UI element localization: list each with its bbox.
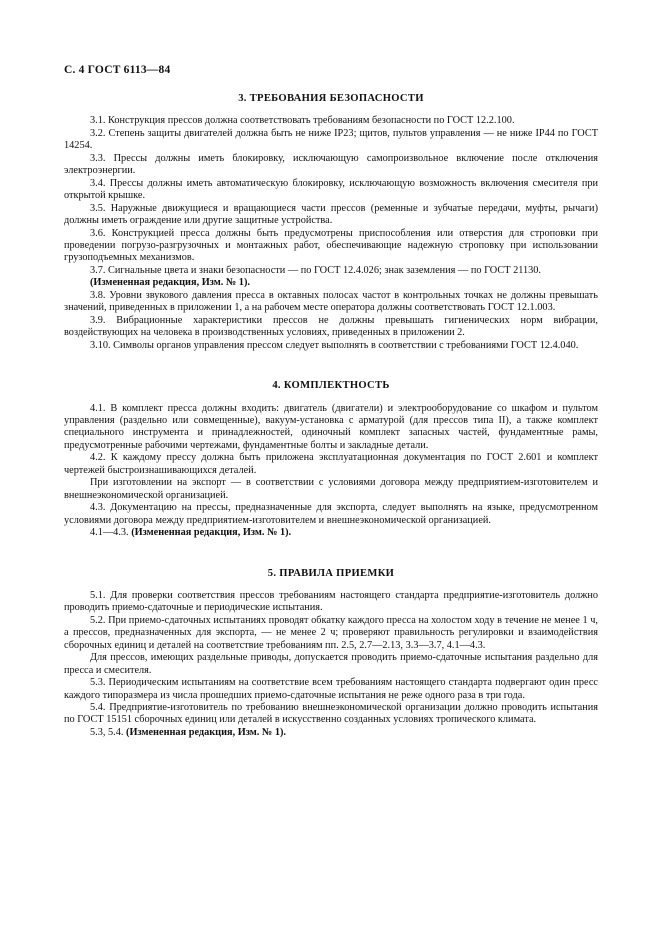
paragraph: 4.2. К каждому прессу должна быть приложена эксплуатационная документация по ГОСТ 2.601 и комплект чертежей быстроизнашивающихся деталей. — [64, 452, 598, 476]
document-body — [64, 93, 598, 739]
paragraph: 3.1. Конструкция прессов должна соответствовать требованиям безопасности по ГОСТ 12.2.100. — [90, 115, 515, 127]
section-title: 4. КОМПЛЕКТНОСТЬ — [272, 380, 390, 392]
paragraph: 3.4. Прессы должны иметь автоматическую блокировку, исключающую возможность включения смесителя при открытой крышке. — [64, 177, 598, 202]
paragraph: 5.4. Предприятие-изготовитель по требованию внешнеэкономической организации должно проводить испытания по ГОСТ 15151 сборочных единиц или деталей в искусственно созданных условиях тропического климата. — [64, 702, 598, 726]
paragraph: 3.2. Степень защиты двигателей должна быть не ниже IP23; щитов, пультов управления — не ниже IP44 по ГОСТ 14254. — [64, 127, 598, 152]
paragraph: 3.5. Наружные движущиеся и вращающиеся части прессов (ременные и зубчатые передачи, муфты, рычаги) должны иметь ограждение или другие защитные устройства. — [64, 202, 598, 227]
section-title: 3. ТРЕБОВАНИЯ БЕЗОПАСНОСТИ — [238, 93, 424, 104]
paragraph: 5.3. Периодическим испытаниям на соответствие всем требованиям настоящего стандарта подвергают один пресс каждого типоразмера из числа прошедших приемо-сдаточные испытания не реже одного раза в три года. — [64, 677, 598, 701]
paragraph: 3.8. Уровни звукового давления пресса в октавных полосах частот в контрольных точках не должны превышать значений, приведенных в приложении 1, а на рабочем месте оператора должны соответствовать ГОСТ 12.1.003. — [64, 289, 598, 314]
paragraph: 4.3. Документацию на прессы, предназначенные для экспорта, следует выполнять на языке, предусмотренном условиями договора между предприятием-изготовителем и внешнеэкономической организацией. — [64, 502, 598, 526]
amendment-note: (Измененная редакция, Изм. № 1). — [90, 277, 250, 289]
section-safety — [64, 93, 598, 352]
paragraph: 3.10. Символы органов управления прессом следует выполнять в соответствии с требованиями ГОСТ 12.4.040. — [90, 339, 579, 351]
paragraph: 4.1. В комплект пресса должны входить: двигатель (двигатели) и электрооборудование со шкафом и пультом управления (раздельно или совмещенные), вакуум-установка с арматурой (для прессов типа II), а также комплект специального инструмента и принадлежностей, одиночный комплект запасных частей, фундаментные рамы, предусмотренные рабочими чертежами, фундаментные болты и закладные детали. — [64, 402, 598, 451]
paragraph: 5.2. При приемо-сдаточных испытаниях проводят обкатку каждого пресса на холостом ходу в течение не менее 1 ч, а прессов, предназначенных для экспорта, — не менее 2 ч; проверяют правильность регулировки и взаимодействия сборочных единиц и деталей на соответствие требованиям пп. 2.5, 2.7—2.13, 3.3—3.7, 4.1—4.3. — [64, 614, 598, 651]
paragraph: 3.7. Сигнальные цвета и знаки безопасности — по ГОСТ 12.4.026; знак заземления — по ГОСТ 21130. — [90, 264, 542, 276]
paragraph: 3.9. Вибрационные характеристики прессов не должны превышать гигиенических норм вибрации, воздействующих на человека в производственных условиях, приведенных в приложении 2. — [64, 314, 598, 339]
page-header: С. 4 ГОСТ 6113—84 — [64, 64, 171, 76]
paragraph: Для прессов, имеющих раздельные приводы, допускается проводить приемо-сдаточные испытания раздельно для пресса и смесителя. — [64, 652, 598, 676]
section-acceptance-rules — [64, 568, 598, 740]
paragraph: При изготовлении на экспорт — в соответствии с условиями договора между предприятием-изготовителем и внешнеэкономической организацией. — [64, 477, 598, 501]
amendment-note: 5.3, 5.4. (Измененная редакция, Изм. № 1). — [90, 726, 286, 738]
paragraph: 3.3. Прессы должны иметь блокировку, исключающую самопроизвольное включение после отключения электроэнергии. — [64, 152, 598, 177]
paragraph: 3.6. Конструкцией пресса должны быть предусмотрены приспособления или отверстия для строповки при проведении погрузо-разгрузочных и монтажных работ, обеспечивающие надежную строповку при использовании грузоподъемных механизмов. — [64, 227, 598, 264]
amendment-note: 4.1—4.3. (Измененная редакция, Изм. № 1). — [90, 527, 292, 539]
section-completeness — [64, 380, 598, 539]
section-title: 5. ПРАВИЛА ПРИЕМКИ — [267, 567, 395, 579]
paragraph: 5.1. Для проверки соответствия прессов требованиям настоящего стандарта предприятие-изготовитель должно проводить приемо-сдаточные и периодические испытания. — [64, 589, 598, 614]
